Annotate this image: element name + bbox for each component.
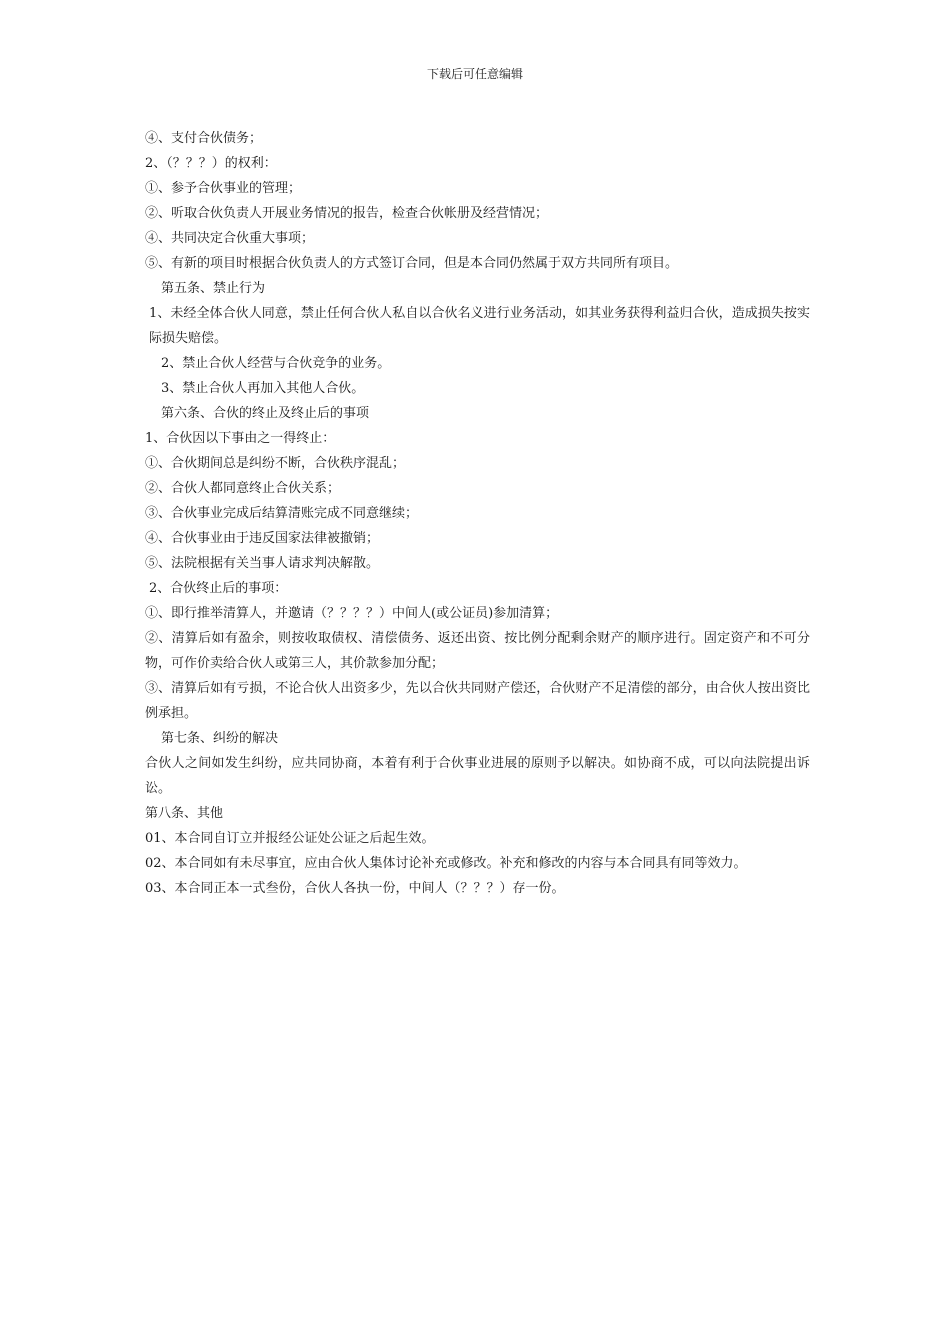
- document-body: [145, 126, 810, 901]
- paragraph: 02、本合同如有未尽事宜，应由合伙人集体讨论补充或修改。补充和修改的内容与本合同具有同等效力。: [145, 856, 747, 871]
- paragraph: ④、支付合伙债务；: [145, 131, 263, 146]
- paragraph: ③、合伙事业完成后结算清账完成不同意继续；: [145, 506, 419, 521]
- paragraph: 2、（？？？）的权利：: [145, 156, 277, 171]
- paragraph: 1、未经全体合伙人同意，禁止任何合伙人私自以合伙名义进行业务活动，如其业务获得利益归合伙，造成损失按实际损失赔偿。: [149, 306, 810, 346]
- paragraph: ②、听取合伙负责人开展业务情况的报告，检查合伙帐册及经营情况；: [145, 206, 549, 221]
- section-heading: 第八条、其他: [145, 806, 224, 821]
- paragraph: ⑤、有新的项目时根据合伙负责人的方式签订合同，但是本合同仍然属于双方共同所有项目。: [145, 256, 679, 271]
- paragraph: ②、合伙人都同意终止合伙关系；: [145, 481, 341, 496]
- paragraph: ④、共同决定合伙重大事项；: [145, 231, 315, 246]
- paragraph: ②、清算后如有盈余，则按收取债权、清偿债务、返还出资、按比例分配剩余财产的顺序进行。固定资产和不可分物，可作价卖给合伙人或第三人，其价款参加分配；: [145, 631, 810, 671]
- paragraph: ①、即行推举清算人，并邀请（？？？？）中间人(或公证员)参加清算；: [145, 606, 559, 621]
- paragraph: 2、禁止合伙人经营与合伙竞争的业务。: [161, 356, 391, 371]
- paragraph: ①、参予合伙事业的管理；: [145, 181, 302, 196]
- page-header: 下载后可任意编辑: [426, 67, 523, 81]
- paragraph: ④、合伙事业由于违反国家法律被撤销；: [145, 531, 380, 546]
- paragraph: ①、合伙期间总是纠纷不断，合伙秩序混乱；: [145, 456, 406, 471]
- section-heading: 第五条、禁止行为: [161, 281, 266, 296]
- paragraph: 01、本合同自订立并报经公证处公证之后起生效。: [145, 831, 435, 846]
- paragraph: 合伙人之间如发生纠纷，应共同协商，本着有利于合伙事业进展的原则予以解决。如协商不成，可以向法院提出诉讼。: [145, 756, 810, 796]
- paragraph: ③、清算后如有亏损，不论合伙人出资多少，先以合伙共同财产偿还，合伙财产不足清偿的部分，由合伙人按出资比例承担。: [145, 681, 810, 721]
- paragraph: 1、合伙因以下事由之一得终止：: [145, 431, 336, 446]
- section-heading: 第七条、纠纷的解决: [161, 731, 279, 746]
- paragraph: ⑤、法院根据有关当事人请求判决解散。: [145, 556, 380, 571]
- section-heading: 第六条、合伙的终止及终止后的事项: [161, 406, 370, 421]
- paragraph: 3、禁止合伙人再加入其他人合伙。: [161, 381, 365, 396]
- paragraph: 03、本合同正本一式叁份，合伙人各执一份，中间人（？？？）存一份。: [145, 881, 565, 896]
- paragraph: 2、合伙终止后的事项：: [149, 581, 288, 596]
